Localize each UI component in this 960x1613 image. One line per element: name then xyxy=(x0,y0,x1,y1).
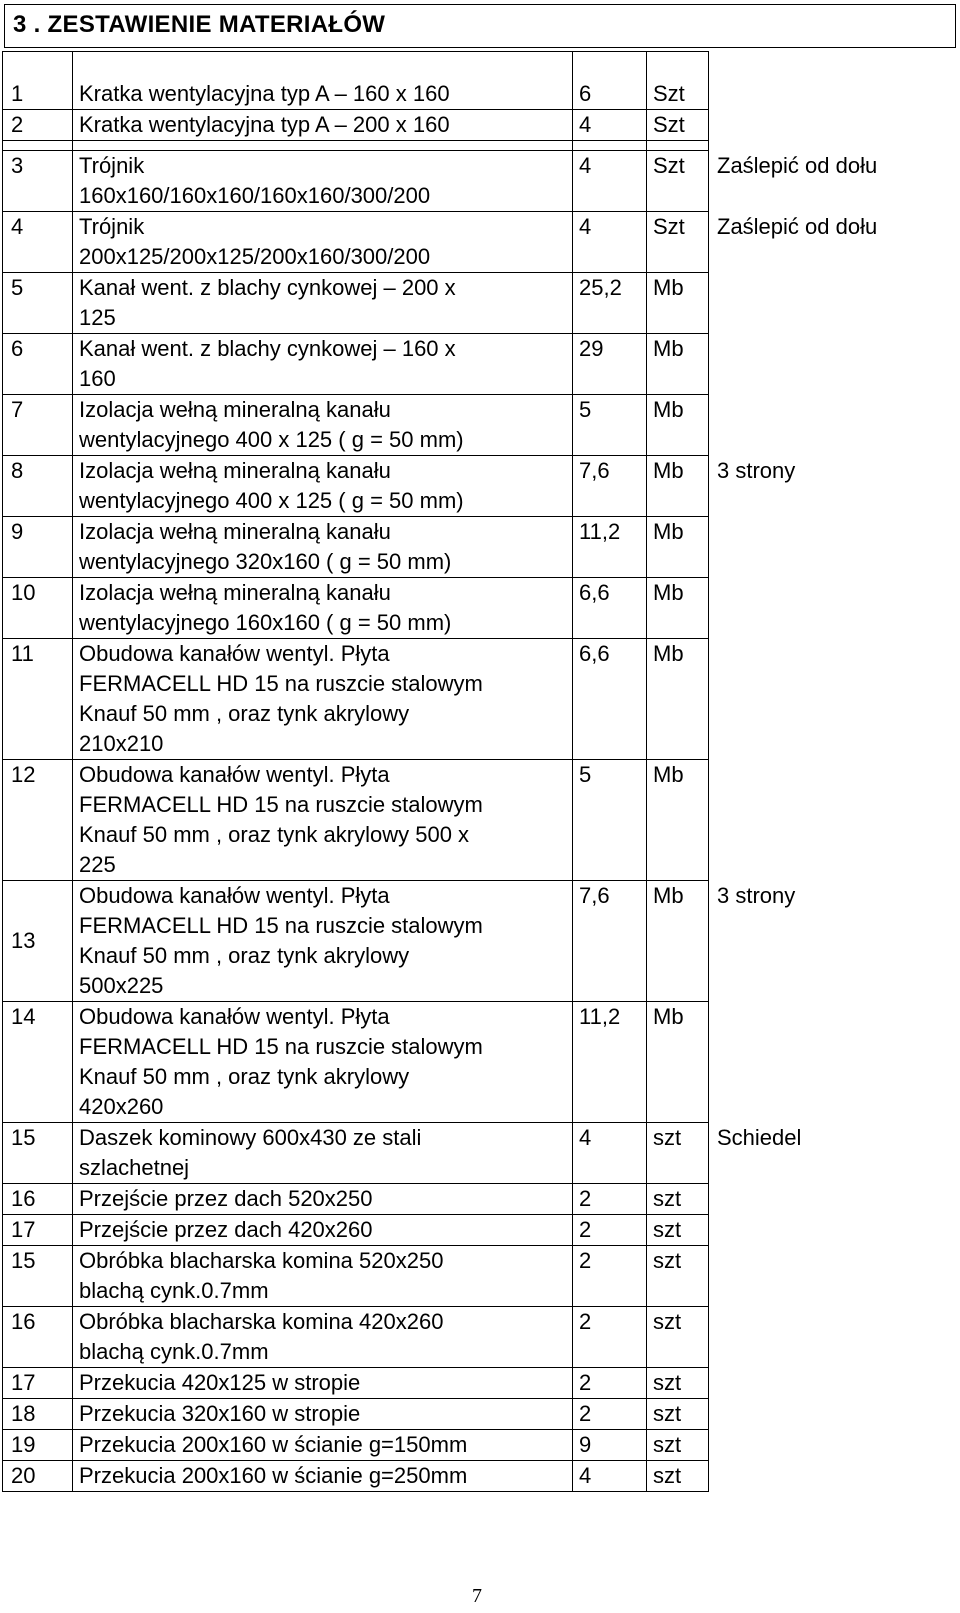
item-number-cell: 16 xyxy=(3,1307,73,1368)
item-number-cell: 17 xyxy=(3,1368,73,1399)
spacer-cell xyxy=(3,141,73,151)
note-cell xyxy=(709,1215,949,1246)
quantity-cell: 2 xyxy=(573,1368,647,1399)
table-row xyxy=(3,1461,949,1492)
quantity-cell: 4 xyxy=(573,151,647,212)
item-name-cell: Izolacja wełną mineralną kanału wentylacyjnego 160x160 ( g = 50 mm) xyxy=(73,578,573,639)
item-number-cell: 15 xyxy=(3,1123,73,1184)
unit-cell: szt xyxy=(647,1430,709,1461)
item-name-cell: Kratka wentylacyjna typ A – 160 x 160 xyxy=(73,52,573,110)
item-name-cell: Obudowa kanałów wentyl. Płyta FERMACELL HD 15 na ruszcie stalowym Knauf 50 mm , oraz tynk akrylowy 210x210 xyxy=(73,639,573,760)
table-row xyxy=(3,334,949,395)
quantity-cell: 4 xyxy=(573,110,647,141)
table-row xyxy=(3,52,949,110)
note-cell xyxy=(709,110,949,141)
unit-cell: szt xyxy=(647,1215,709,1246)
table-row xyxy=(3,212,949,273)
note-cell xyxy=(709,273,949,334)
unit-cell: Mb xyxy=(647,578,709,639)
table-spacer-row xyxy=(3,141,949,151)
table-row xyxy=(3,881,949,1002)
table-row xyxy=(3,273,949,334)
note-cell xyxy=(709,1399,949,1430)
item-number-cell: 3 xyxy=(3,151,73,212)
note-cell xyxy=(709,1246,949,1307)
note-cell xyxy=(709,1430,949,1461)
item-name-cell: Przekucia 200x160 w ścianie g=150mm xyxy=(73,1430,573,1461)
unit-cell: szt xyxy=(647,1307,709,1368)
item-number-cell: 9 xyxy=(3,517,73,578)
unit-cell: Mb xyxy=(647,1002,709,1123)
item-name-cell: Obróbka blacharska komina 420x260 blachą cynk.0.7mm xyxy=(73,1307,573,1368)
item-number-cell: 15 xyxy=(3,1246,73,1307)
item-name-cell: Izolacja wełną mineralną kanału wentylacyjnego 400 x 125 ( g = 50 mm) xyxy=(73,456,573,517)
item-number-cell: 20 xyxy=(3,1461,73,1492)
quantity-cell: 2 xyxy=(573,1307,647,1368)
unit-cell: szt xyxy=(647,1123,709,1184)
quantity-cell: 7,6 xyxy=(573,881,647,1002)
note-cell xyxy=(709,1002,949,1123)
unit-cell: Mb xyxy=(647,395,709,456)
item-number-cell: 2 xyxy=(3,110,73,141)
table-row xyxy=(3,578,949,639)
note-cell xyxy=(709,760,949,881)
note-cell xyxy=(709,1368,949,1399)
item-number-cell: 5 xyxy=(3,273,73,334)
quantity-cell: 6 xyxy=(573,52,647,110)
unit-cell: Mb xyxy=(647,760,709,881)
quantity-cell: 7,6 xyxy=(573,456,647,517)
note-cell: Zaślepić od dołu xyxy=(717,213,878,239)
unit-cell: szt xyxy=(647,1461,709,1492)
quantity-cell: 2 xyxy=(573,1246,647,1307)
item-name-cell: Kanał went. z blachy cynkowej – 200 x 125 xyxy=(73,273,573,334)
table-row xyxy=(3,1368,949,1399)
item-name-cell: Obudowa kanałów wentyl. Płyta FERMACELL HD 15 na ruszcie stalowym Knauf 50 mm , oraz tynk akrylowy 420x260 xyxy=(73,1002,573,1123)
item-name-cell: Obróbka blacharska komina 520x250 blachą cynk.0.7mm xyxy=(73,1246,573,1307)
table-row xyxy=(3,1430,949,1461)
note-cell: Schiedel xyxy=(717,1124,802,1150)
table-row xyxy=(3,395,949,456)
item-name-cell: Kratka wentylacyjna typ A – 200 x 160 xyxy=(73,110,573,141)
item-number-cell: 11 xyxy=(3,639,73,760)
table-row xyxy=(3,760,949,881)
quantity-cell: 2 xyxy=(573,1399,647,1430)
item-number-cell: 19 xyxy=(3,1430,73,1461)
table-row xyxy=(3,517,949,578)
quantity-cell: 5 xyxy=(573,395,647,456)
spacer-cell xyxy=(647,141,709,151)
unit-cell: Mb xyxy=(647,334,709,395)
item-number-cell: 17 xyxy=(3,1215,73,1246)
materials-table-body xyxy=(3,52,949,1492)
item-number-cell: 18 xyxy=(3,1399,73,1430)
quantity-cell: 4 xyxy=(573,1123,647,1184)
table-row xyxy=(3,1246,949,1307)
quantity-cell: 6,6 xyxy=(573,639,647,760)
quantity-cell: 4 xyxy=(573,212,647,273)
table-row xyxy=(3,1123,949,1184)
quantity-cell: 29 xyxy=(573,334,647,395)
item-name-cell: Trójnik 200x125/200x125/200x160/300/200 xyxy=(73,212,573,273)
note-cell: Zaślepić od dołu xyxy=(717,152,878,178)
item-number-cell: 12 xyxy=(3,760,73,881)
table-row xyxy=(3,1307,949,1368)
spacer-cell xyxy=(709,141,949,151)
materials-table xyxy=(2,51,949,1492)
item-number-cell: 7 xyxy=(3,395,73,456)
note-cell xyxy=(709,1184,949,1215)
unit-cell: Szt xyxy=(647,212,709,273)
unit-cell: szt xyxy=(647,1246,709,1307)
table-row xyxy=(3,1215,949,1246)
item-number-cell: 16 xyxy=(3,1184,73,1215)
quantity-cell: 25,2 xyxy=(573,273,647,334)
quantity-cell: 6,6 xyxy=(573,578,647,639)
table-row xyxy=(3,639,949,760)
note-cell xyxy=(709,1307,949,1368)
note-cell xyxy=(709,52,949,110)
item-number-cell: 6 xyxy=(3,334,73,395)
note-cell: 3 strony xyxy=(717,457,796,483)
table-row xyxy=(3,1184,949,1215)
unit-cell: Szt xyxy=(647,52,709,110)
spacer-cell xyxy=(573,141,647,151)
quantity-cell: 2 xyxy=(573,1184,647,1215)
item-name-cell: Obudowa kanałów wentyl. Płyta FERMACELL HD 15 na ruszcie stalowym Knauf 50 mm , oraz tynk akrylowy 500 x 225 xyxy=(73,760,573,881)
unit-cell: Mb xyxy=(647,456,709,517)
page-number: 7 xyxy=(472,1585,482,1607)
unit-cell: szt xyxy=(647,1399,709,1430)
table-row xyxy=(3,1002,949,1123)
note-cell xyxy=(709,1461,949,1492)
item-number-cell: 13 xyxy=(3,881,73,1002)
item-name-cell: Daszek kominowy 600x430 ze stali szlachetnej xyxy=(73,1123,573,1184)
item-name-cell: Izolacja wełną mineralną kanału wentylacyjnego 400 x 125 ( g = 50 mm) xyxy=(73,395,573,456)
item-number-cell: 10 xyxy=(3,578,73,639)
quantity-cell: 2 xyxy=(573,1215,647,1246)
table-row xyxy=(3,110,949,141)
note-cell: 3 strony xyxy=(717,882,796,908)
unit-cell: Mb xyxy=(647,881,709,1002)
section-title: 3 . ZESTAWIENIE MATERIAŁÓW xyxy=(13,11,386,38)
note-cell xyxy=(709,639,949,760)
unit-cell: Mb xyxy=(647,639,709,760)
item-number-cell: 4 xyxy=(3,212,73,273)
unit-cell: Szt xyxy=(647,110,709,141)
item-number-cell: 14 xyxy=(3,1002,73,1123)
note-cell xyxy=(709,334,949,395)
item-number-cell: 1 xyxy=(3,52,73,110)
quantity-cell: 11,2 xyxy=(573,517,647,578)
unit-cell: Mb xyxy=(647,273,709,334)
item-name-cell: Trójnik 160x160/160x160/160x160/300/200 xyxy=(73,151,573,212)
quantity-cell: 4 xyxy=(573,1461,647,1492)
item-name-cell: Przekucia 200x160 w ścianie g=250mm xyxy=(73,1461,573,1492)
unit-cell: szt xyxy=(647,1184,709,1215)
item-name-cell: Kanał went. z blachy cynkowej – 160 x 160 xyxy=(73,334,573,395)
quantity-cell: 5 xyxy=(573,760,647,881)
unit-cell: szt xyxy=(647,1368,709,1399)
item-number-cell: 8 xyxy=(3,456,73,517)
item-name-cell: Przekucia 320x160 w stropie xyxy=(73,1399,573,1430)
quantity-cell: 9 xyxy=(573,1430,647,1461)
quantity-cell: 11,2 xyxy=(573,1002,647,1123)
item-name-cell: Przejście przez dach 520x250 xyxy=(73,1184,573,1215)
table-row xyxy=(3,456,949,517)
table-row xyxy=(3,151,949,212)
spacer-cell xyxy=(73,141,573,151)
note-cell xyxy=(709,517,949,578)
item-name-cell: Przekucia 420x125 w stropie xyxy=(73,1368,573,1399)
unit-cell: Szt xyxy=(647,151,709,212)
item-name-cell: Izolacja wełną mineralną kanału wentylacyjnego 320x160 ( g = 50 mm) xyxy=(73,517,573,578)
unit-cell: Mb xyxy=(647,517,709,578)
table-row xyxy=(3,1399,949,1430)
section-header-box xyxy=(4,4,956,48)
note-cell xyxy=(709,395,949,456)
item-name-cell: Przejście przez dach 420x260 xyxy=(73,1215,573,1246)
note-cell xyxy=(709,578,949,639)
item-name-cell: Obudowa kanałów wentyl. Płyta FERMACELL HD 15 na ruszcie stalowym Knauf 50 mm , oraz tynk akrylowy 500x225 xyxy=(73,881,573,1002)
